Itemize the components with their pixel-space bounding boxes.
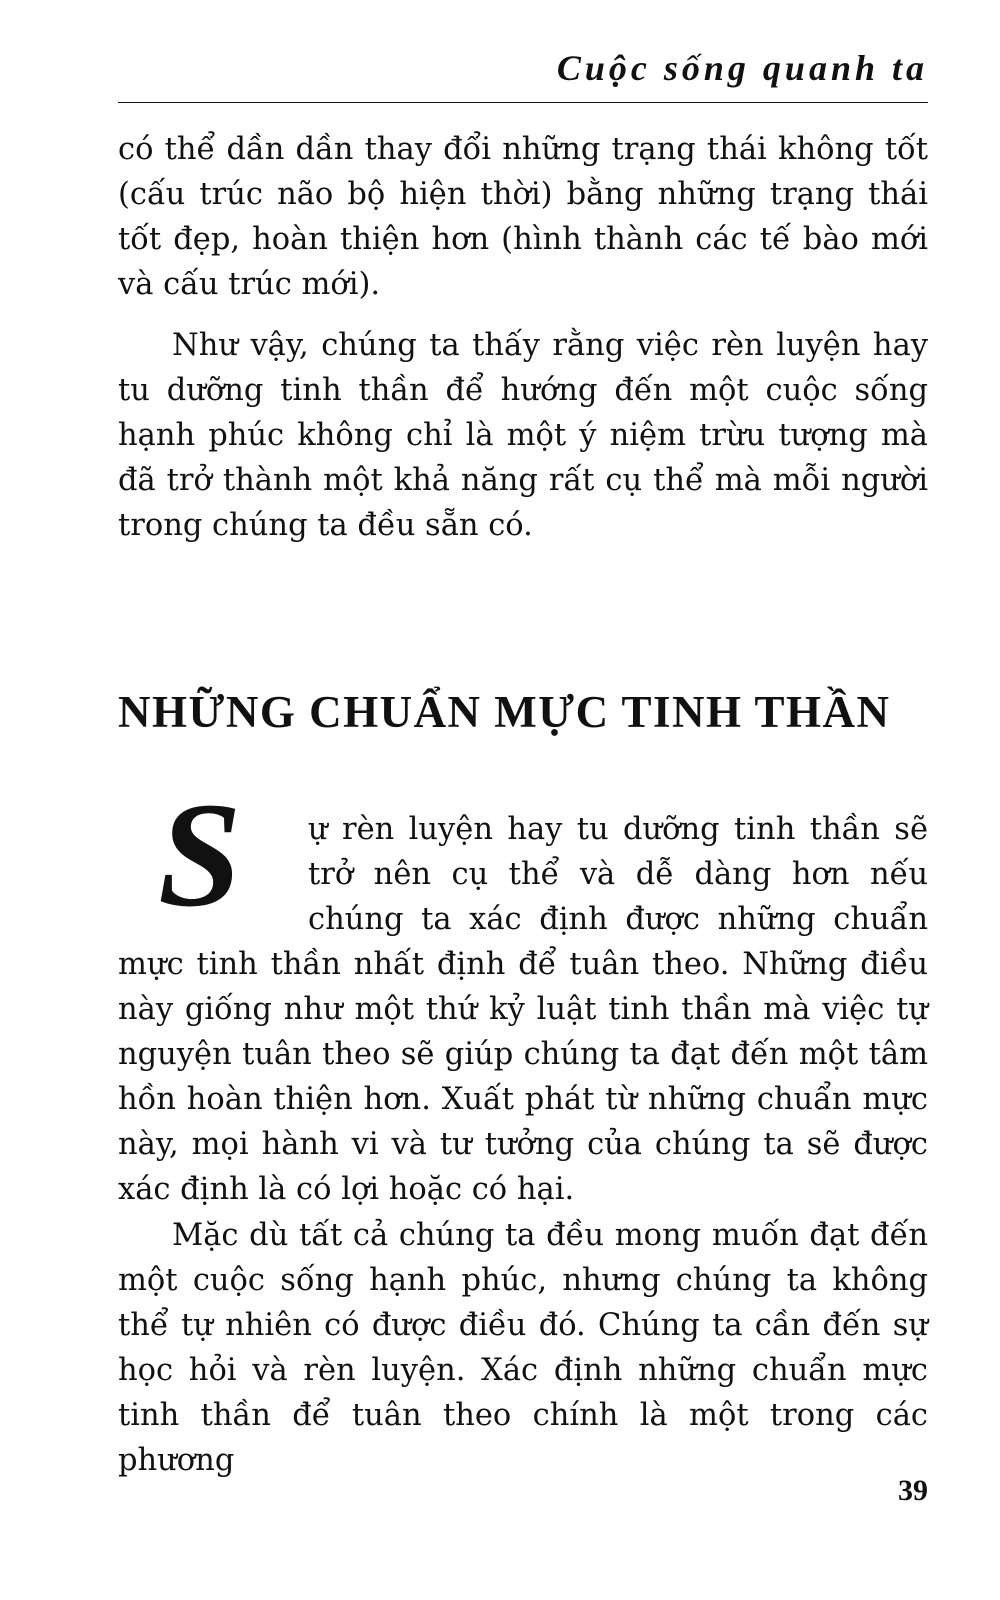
paragraph-4: Mặc dù tất cả chúng ta đều mong muốn đạt đến một cuộc sống hạnh phúc, nhưng chúng ta không thể tự nhiên có được điều đó. Chúng ta cần đến sự học hỏi và rèn luyện. Xác định những chuẩn mực tinh thần để tuân theo chính là một trong các phương — [118, 1218, 928, 1478]
paragraph-continuation: có thể dần dần thay đổi những trạng thái không tốt (cấu trúc não bộ hiện thời) bằng những trạng thái tốt đẹp, hoàn thiện hơn (hình thành các tế bào mới và cấu trúc mới). — [118, 132, 928, 302]
page-number: 39 — [898, 1474, 928, 1507]
drop-cap: S — [158, 772, 242, 938]
header-rule — [118, 102, 928, 103]
paragraph-3-text: ự rèn luyện hay tu dưỡng tinh thần sẽ trở nên cụ thể và dễ dàng hơn nếu chúng ta xác định được những chuẩn mực tinh thần nhất định để tuân theo. Những điều này giống như một thứ kỷ luật tinh thần mà việc tự nguyện tuân theo sẽ giúp chúng ta đạt đến một tâm hồn hoàn thiện hơn. Xuất phát từ những chuẩn mực này, mọi hành vi và tư tưởng của chúng ta sẽ được xác định là có lợi hoặc có hại. — [118, 812, 928, 1207]
paragraph-3 — [118, 772, 928, 1212]
book-page — [118, 0, 928, 1600]
section-title: NHỮNG CHUẨN MỰC TINH THẦN — [118, 687, 891, 737]
paragraph-2: Như vậy, chúng ta thấy rằng việc rèn luyện hay tu dưỡng tinh thần để hướng đến một cuộc sống hạnh phúc không chỉ là một ý niệm trừu tượng mà đã trở thành một khả năng rất cụ thể mà mỗi người trong chúng ta đều sẵn có. — [118, 328, 928, 543]
running-header-title: Cuộc sống quanh ta — [556, 48, 928, 88]
